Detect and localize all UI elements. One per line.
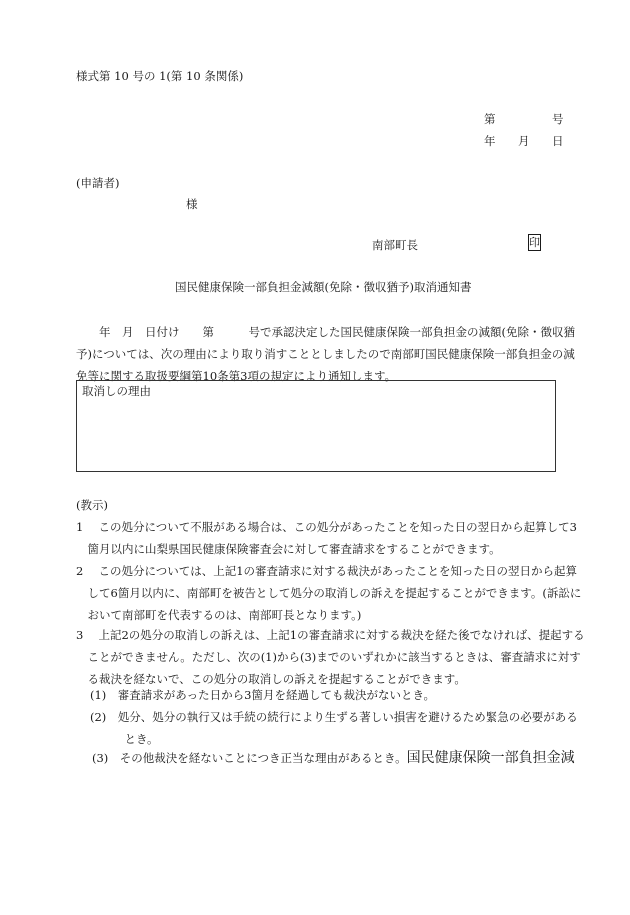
instruction-item-3	[76, 624, 585, 690]
issuer-mayor: 南部町長	[372, 238, 418, 252]
body-line: 年 月 日付け 第 号で承認決定した国民健康保険一部負担金の減額(免除・徴収猶	[76, 325, 575, 339]
instruction-line: 2 この処分については、上記1の審査請求に対する裁決があったことを知った日の翌日から起算	[76, 564, 577, 578]
document-number-dai: 第	[484, 112, 496, 126]
cancellation-reason-box[interactable]	[76, 380, 556, 472]
date-day-label: 日	[552, 134, 564, 148]
subitem-line: (3) その他裁決を経ないことにつき正当な理由があるとき。	[92, 751, 407, 765]
instruction-line: 箇月以内に山梨県国民健康保険審査会に対して審査請求をすることができます。	[76, 542, 501, 556]
instructions-label: (教示)	[76, 498, 108, 512]
instruction-line: して6箇月以内に、南部町を被告として処分の取消しの訴えを提起することができます。(訴訟に	[76, 586, 582, 600]
subitem-line: とき。	[90, 732, 159, 746]
form-number: 様式第 10 号の 1(第 10 条関係)	[76, 69, 244, 83]
date-month-label: 月	[518, 134, 530, 148]
instruction-line: おいて南部町を代表するのは、南部町長となります。)	[76, 608, 362, 622]
instruction-line: 3 上記2の処分の取消しの訴えは、上記1の審査請求に対する裁決を経た後でなければ、提起する	[76, 628, 585, 642]
seal-mark: 印	[529, 236, 540, 249]
instruction-subitem-3	[92, 747, 575, 769]
instruction-line: ことができません。ただし、次の(1)から(3)までのいずれかに該当するときは、審査請求に対す	[76, 650, 581, 664]
instruction-subitem-1	[90, 684, 435, 706]
applicant-honorific: 様	[186, 197, 198, 211]
instruction-item-1	[76, 516, 577, 560]
instruction-line: 1 この処分について不服がある場合は、この処分があったことを知った日の翌日から起算して3	[76, 520, 577, 534]
document-number-go: 号	[552, 112, 564, 126]
instruction-line: る裁決を経ないで、この処分の取消しの訴えを提起することができます。	[76, 672, 466, 686]
date-year-label: 年	[484, 134, 496, 148]
instruction-item-2	[76, 560, 581, 626]
cancellation-reason-label: 取消しの理由	[82, 384, 151, 398]
subitem-line: (2) 処分、処分の執行又は手続の続行により生ずる著しい損害を避けるため緊急の必要がある	[90, 710, 578, 724]
notice-body	[76, 321, 575, 387]
subitem-line: (1) 審査請求があった日から3箇月を経過しても裁決がないとき。	[90, 688, 436, 702]
body-line: 免等に関する取扱要綱第10条第3項の規定により通知します。	[76, 369, 397, 383]
document-title: 国民健康保険一部負担金減額(免除・徴収猶予)取消通知書	[175, 280, 472, 294]
applicant-label: (申請者)	[76, 176, 120, 190]
continuation-text: 国民健康保険一部負担金減	[406, 750, 575, 766]
instruction-subitem-2	[90, 706, 578, 750]
body-line: 予)については、次の理由により取り消すこととしましたので南部町国民健康保険一部負担金の減	[76, 347, 575, 361]
